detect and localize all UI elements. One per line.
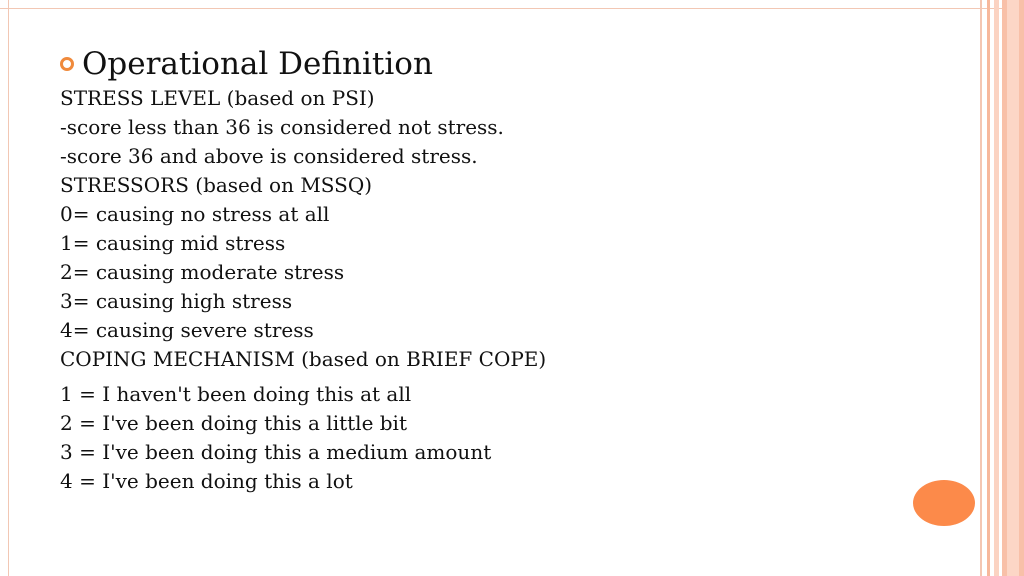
slide-content <box>60 44 920 496</box>
stripe <box>980 0 982 576</box>
scale-line: 2 = I've been doing this a little bit <box>60 411 407 435</box>
slide-heading: Operational Definition <box>82 46 433 82</box>
frame-line-left <box>8 0 9 576</box>
ring-bullet-icon <box>60 57 74 71</box>
stripe <box>994 0 999 576</box>
heading-row <box>60 44 920 84</box>
definition-line: 4= causing severe stress <box>60 318 314 342</box>
scale-line: 1 = I haven't been doing this at all <box>60 382 412 406</box>
scale-line: 3 = I've been doing this a medium amount <box>60 440 492 464</box>
definition-line: STRESSORS (based on MSSQ) <box>60 173 373 197</box>
definition-line: 3= causing high stress <box>60 289 293 313</box>
frame-line-top <box>0 8 1024 9</box>
definition-line: STRESS LEVEL (based on PSI) <box>60 86 375 110</box>
definition-line: COPING MECHANISM (based on BRIEF COPE) <box>60 347 547 371</box>
definition-line: 1= causing mid stress <box>60 231 286 255</box>
definition-line: -score less than 36 is considered not stress. <box>60 115 504 139</box>
definition-line: 0= causing no stress at all <box>60 202 330 226</box>
stripe <box>1007 0 1019 576</box>
decorative-side-stripes <box>980 0 1024 576</box>
definition-line: -score 36 and above is considered stress. <box>60 144 478 168</box>
definition-line: 2= causing moderate stress <box>60 260 345 284</box>
scale-line: 4 = I've been doing this a lot <box>60 469 353 493</box>
stripe <box>987 0 990 576</box>
orange-circle-icon <box>913 480 975 526</box>
